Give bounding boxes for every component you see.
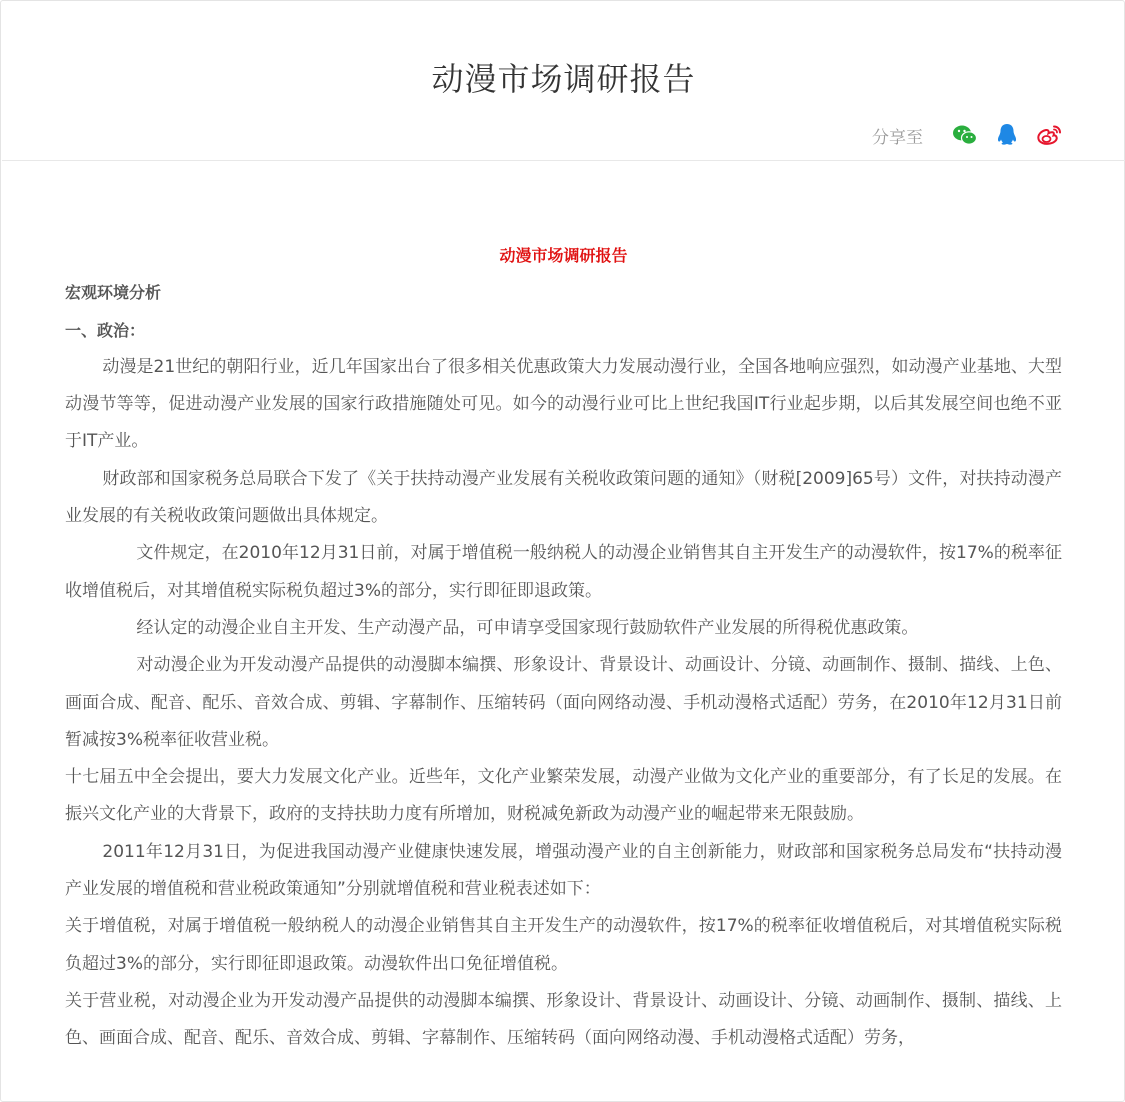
qq-icon[interactable] [993, 121, 1021, 149]
page-title: 动漫市场调研报告 [431, 60, 696, 98]
paragraph-3: 文件规定，在2010年12月31日前，对属于增值税一般纳税人的动漫企业销售其自主开发生产的动漫软件，按17%的税率征收增值税后，对其增值税实际税负超过3%的部分，实行即征即退政策。 [65, 543, 1062, 601]
wechat-icon[interactable] [951, 121, 979, 149]
paragraph-5: 对动漫企业为开发动漫产品提供的动漫脚本编撰、形象设计、背景设计、动画设计、分镜、动画制作、摄制、描线、上色、画面合成、配音、配乐、音效合成、剪辑、字幕制作、压缩转码（面向网络动漫、手机动漫格式适配）劳务，在2010年12月31日前暂减按3%税率征收营业税。 [65, 655, 1062, 750]
paragraph-9: 关于营业税，对动漫企业为开发动漫产品提供的动漫脚本编撰、形象设计、背景设计、动画设计、分镜、动画制作、摄制、描线、上色、画面合成、配音、配乐、音效合成、剪辑、字幕制作、压缩转码（面向网络动漫、手机动漫格式适配）劳务， [65, 990, 1062, 1049]
document-title: 动漫市场调研报告 [499, 246, 628, 265]
share-label: 分享至 [872, 127, 923, 148]
page-header [2, 2, 1125, 161]
paragraph-7: 2011年12月31日，为促进我国动漫产业健康快速发展，增强动漫产业的自主创新能力，财政部和国家税务总局发布“扶持动漫产业发展的增值税和营业税政策通知”分别就增值税和营业税表述如下： [65, 841, 1062, 900]
paragraph-6: 十七届五中全会提出，要大力发展文化产业。近些年，文化产业繁荣发展，动漫产业做为文化产业的重要部分，有了长足的发展。在振兴文化产业的大背景下，政府的支持扶助力度有所增加，财税减免新政为动漫产业的崛起带来无限鼓励。 [65, 767, 1062, 825]
weibo-icon[interactable] [1035, 121, 1063, 149]
paragraph-8: 关于增值税，对属于增值税一般纳税人的动漫企业销售其自主开发生产的动漫软件，按17%的税率征收增值税后，对其增值税实际税负超过3%的部分，实行即征即退政策。动漫软件出口免征增值税。 [65, 916, 1062, 974]
sub-heading: 一、政治： [65, 320, 146, 340]
share-bar [872, 121, 1063, 149]
paragraph-2: 财政部和国家税务总局联合下发了《关于扶持动漫产业发展有关税收政策问题的通知》（财税[2009]65号）文件，对扶持动漫产业发展的有关税收政策问题做出具体规定。 [65, 468, 1062, 527]
article-body [65, 237, 1062, 1058]
section-heading: 宏观环境分析 [65, 283, 162, 303]
paragraph-1: 动漫是21世纪的朝阳行业，近几年国家出台了很多相关优惠政策大力发展动漫行业，全国各地响应强烈，如动漫产业基地、大型动漫节等等，促进动漫产业发展的国家行政措施随处可见。如今的动漫行业可比上世纪我国IT行业起步期，以后其发展空间也绝不亚于IT产业。 [65, 356, 1062, 452]
paragraph-4: 经认定的动漫企业自主开发、生产动漫产品，可申请享受国家现行鼓励软件产业发展的所得税优惠政策。 [136, 617, 919, 638]
